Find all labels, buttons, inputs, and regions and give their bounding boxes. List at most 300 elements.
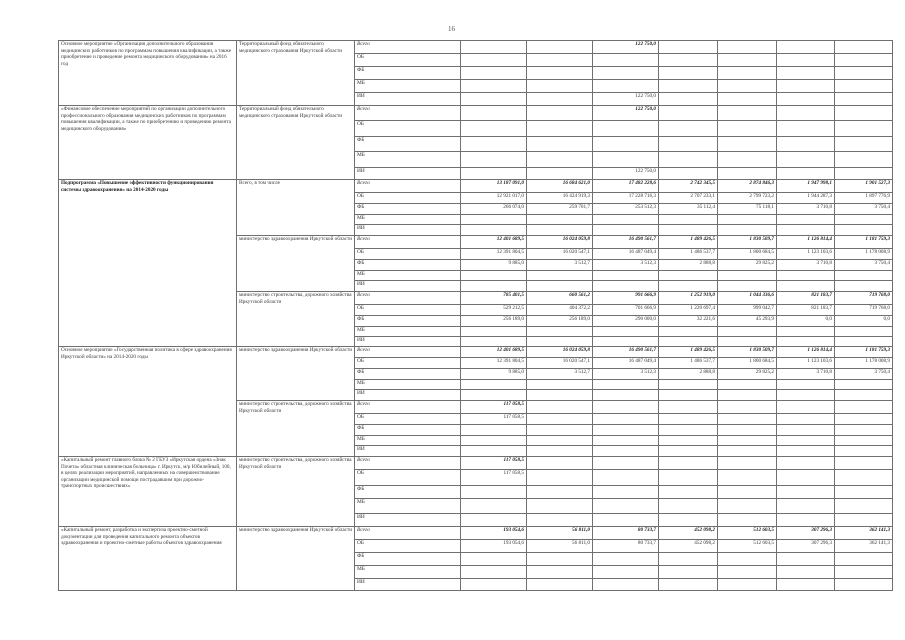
- funding-source-cell: ИИ: [355, 337, 461, 347]
- amount-cell: [718, 225, 777, 236]
- amount-cell: [777, 470, 835, 486]
- amount-cell: [835, 316, 893, 327]
- amount-cell: [777, 292, 835, 305]
- amount-cell: [593, 281, 659, 292]
- amount-cell: [659, 137, 718, 152]
- amount-cell: [659, 121, 718, 137]
- table-row: [59, 457, 893, 470]
- amount-value: 1 830 509,7: [749, 236, 774, 242]
- amount-cell: [461, 41, 527, 54]
- funding-source-cell: ФБ: [355, 204, 461, 215]
- amount-value: 1 897 776,9: [865, 193, 890, 199]
- amount-cell: [835, 271, 893, 281]
- amount-value: 256 189,0: [569, 316, 590, 322]
- amount-value: 12 391 804,5: [496, 249, 524, 255]
- amount-cell: [718, 93, 777, 106]
- funding-source-cell: Всего: [355, 401, 461, 414]
- amount-cell: [777, 369, 835, 380]
- amount-cell: [527, 425, 593, 436]
- amount-cell: [527, 369, 593, 380]
- amount-value: 1 800 684,5: [749, 358, 774, 364]
- amount-value: 529 212,5: [503, 305, 524, 311]
- amount-cell: [659, 566, 718, 579]
- amount-cell: [527, 358, 593, 369]
- amount-cell: [777, 380, 835, 390]
- amount-cell: [718, 271, 777, 281]
- amount-cell: [461, 305, 527, 316]
- amount-cell: [835, 380, 893, 390]
- amount-cell: [659, 152, 718, 168]
- amount-cell: [835, 236, 893, 249]
- amount-cell: [659, 414, 718, 425]
- amount-cell: [593, 305, 659, 316]
- amount-value: 16 424 919,3: [562, 193, 590, 199]
- amount-cell: [777, 579, 835, 591]
- amount-cell: [593, 193, 659, 204]
- amount-cell: [461, 249, 527, 260]
- amount-cell: [659, 67, 718, 80]
- amount-cell: [835, 152, 893, 168]
- amount-value: 12 401 689,5: [496, 347, 524, 353]
- amount-cell: [659, 249, 718, 260]
- measure-name-cell: «Капитальный ремонт, разработка и экспертиза проектно-сметной документации для проведения капитального ремонта объектов здравоохранения и проектно-сметные работы объектов здравоохранения: [59, 527, 237, 591]
- amount-cell: [659, 369, 718, 380]
- amount-cell: [461, 215, 527, 225]
- amount-cell: [835, 457, 893, 470]
- amount-cell: [835, 305, 893, 316]
- amount-cell: [461, 337, 527, 347]
- amount-cell: [718, 414, 777, 425]
- amount-value: 2 707 233,1: [690, 193, 715, 199]
- amount-value: 3 710,8: [816, 369, 832, 375]
- amount-cell: [835, 327, 893, 337]
- amount-cell: [659, 470, 718, 486]
- amount-value: 56 811,0: [572, 540, 590, 546]
- amount-cell: [527, 486, 593, 499]
- amount-value: 13 187 091,0: [496, 180, 524, 186]
- amount-cell: [461, 401, 527, 414]
- amount-cell: [777, 93, 835, 106]
- amount-cell: [527, 193, 593, 204]
- amount-cell: [659, 425, 718, 436]
- amount-cell: [718, 260, 777, 271]
- amount-cell: [593, 316, 659, 327]
- amount-cell: [718, 499, 777, 514]
- executor-cell: министерство строительства, дорожного хозяйства Иркутской области: [237, 401, 355, 457]
- amount-cell: [527, 436, 593, 446]
- amount-cell: [527, 327, 593, 337]
- amount-cell: [777, 67, 835, 80]
- amount-cell: [659, 204, 718, 215]
- funding-source-cell: МБ: [355, 566, 461, 579]
- amount-cell: [777, 260, 835, 271]
- amount-cell: [593, 436, 659, 446]
- amount-cell: [461, 316, 527, 327]
- amount-cell: [835, 425, 893, 436]
- funding-source-cell: ИИ: [355, 390, 461, 401]
- funding-source-cell: ФБ: [355, 425, 461, 436]
- amount-cell: [593, 137, 659, 152]
- amount-value: 821 183,7: [811, 292, 832, 298]
- amount-value: 1 181 759,3: [865, 236, 890, 242]
- amount-cell: [718, 305, 777, 316]
- amount-value: 3 512,3: [640, 369, 656, 375]
- amount-cell: [777, 414, 835, 425]
- amount-value: 1 123 103,6: [807, 249, 832, 255]
- amount-value: 259 701,7: [569, 204, 590, 210]
- amount-value: 991 666,9: [635, 292, 656, 298]
- amount-cell: [777, 180, 835, 193]
- amount-cell: [461, 180, 527, 193]
- amount-cell: [718, 486, 777, 499]
- amount-cell: [659, 225, 718, 236]
- amount-value: 1 181 759,3: [865, 347, 890, 353]
- amount-cell: [593, 540, 659, 553]
- amount-cell: [593, 470, 659, 486]
- amount-cell: [835, 67, 893, 80]
- amount-cell: [777, 401, 835, 414]
- amount-cell: [593, 180, 659, 193]
- funding-source-cell: ОБ: [355, 249, 461, 260]
- amount-value: 1 220 697,4: [690, 305, 715, 311]
- amount-cell: [461, 225, 527, 236]
- amount-cell: [659, 271, 718, 281]
- table-row: [59, 106, 893, 121]
- amount-cell: [461, 152, 527, 168]
- amount-cell: [461, 106, 527, 121]
- amount-cell: [593, 527, 659, 540]
- amount-value: 1 830 509,7: [749, 347, 774, 353]
- amount-cell: [659, 553, 718, 566]
- amount-cell: [777, 106, 835, 121]
- amount-cell: [835, 180, 893, 193]
- amount-value: 32 221,6: [696, 316, 715, 322]
- amount-cell: [835, 281, 893, 292]
- amount-value: 362 141,3: [869, 540, 890, 546]
- amount-cell: [461, 457, 527, 470]
- amount-cell: [659, 527, 718, 540]
- amount-cell: [461, 470, 527, 486]
- amount-value: 29 825,2: [755, 369, 774, 375]
- amount-cell: [461, 527, 527, 540]
- amount-cell: [659, 486, 718, 499]
- amount-value: 2 742 345,5: [690, 180, 715, 186]
- amount-value: 3 750,4: [874, 369, 890, 375]
- amount-cell: [659, 281, 718, 292]
- amount-cell: [659, 337, 718, 347]
- amount-cell: [718, 514, 777, 527]
- amount-value: 1 044 336,6: [749, 292, 774, 298]
- amount-cell: [593, 486, 659, 499]
- amount-cell: [777, 499, 835, 514]
- amount-cell: [461, 514, 527, 527]
- amount-cell: [777, 337, 835, 347]
- amount-cell: [527, 470, 593, 486]
- amount-cell: [461, 390, 527, 401]
- amount-cell: [718, 446, 777, 457]
- funding-source-cell: МБ: [355, 80, 461, 93]
- amount-cell: [593, 446, 659, 457]
- amount-value: 785 401,5: [503, 292, 524, 298]
- amount-cell: [835, 249, 893, 260]
- amount-cell: [718, 337, 777, 347]
- amount-cell: [527, 316, 593, 327]
- amount-cell: [718, 193, 777, 204]
- executor-cell: министерство здравоохранения Иркутской области: [237, 236, 355, 292]
- funding-source-cell: Всего: [355, 41, 461, 54]
- amount-cell: [593, 553, 659, 566]
- amount-cell: [527, 236, 593, 249]
- amount-cell: [777, 390, 835, 401]
- amount-cell: [593, 414, 659, 425]
- amount-cell: [461, 486, 527, 499]
- amount-cell: [835, 193, 893, 204]
- amount-value: 3 512,7: [574, 260, 590, 266]
- amount-cell: [835, 347, 893, 358]
- amount-cell: [527, 271, 593, 281]
- amount-value: 17 482 228,6: [628, 180, 656, 186]
- executor-cell: Территориальный фонд обязательного медицинского страхования Иркутской области: [237, 41, 355, 106]
- funding-source-cell: Всего: [355, 180, 461, 193]
- executor-cell: министерство строительства, дорожного хозяйства Иркутской области: [237, 292, 355, 347]
- amount-value: 512 603,5: [753, 540, 774, 546]
- amount-cell: [777, 41, 835, 54]
- amount-cell: [718, 137, 777, 152]
- amount-cell: [659, 579, 718, 591]
- amount-cell: [835, 499, 893, 514]
- amount-cell: [835, 121, 893, 137]
- amount-cell: [593, 236, 659, 249]
- amount-cell: [527, 553, 593, 566]
- amount-cell: [718, 369, 777, 380]
- amount-cell: [527, 54, 593, 67]
- amount-cell: [835, 80, 893, 93]
- amount-cell: [461, 347, 527, 358]
- amount-value: 2 874 846,3: [749, 180, 774, 186]
- executor-cell: министерство строительства, дорожного хозяйства Иркутской области: [237, 457, 355, 527]
- amount-cell: [527, 514, 593, 527]
- amount-value: 1 486 537,7: [690, 358, 715, 364]
- amount-cell: [777, 54, 835, 67]
- amount-cell: [527, 225, 593, 236]
- amount-cell: [659, 390, 718, 401]
- amount-cell: [777, 193, 835, 204]
- amount-value: 56 811,0: [572, 527, 590, 533]
- amount-cell: [461, 414, 527, 425]
- amount-cell: [659, 168, 718, 180]
- amount-cell: [777, 553, 835, 566]
- amount-cell: [593, 271, 659, 281]
- amount-cell: [718, 204, 777, 215]
- amount-cell: [777, 486, 835, 499]
- amount-value: 307 296,3: [811, 540, 832, 546]
- amount-cell: [835, 137, 893, 152]
- amount-value: 1 126 814,4: [807, 347, 832, 353]
- amount-cell: [527, 305, 593, 316]
- amount-cell: [659, 380, 718, 390]
- amount-cell: [659, 327, 718, 337]
- amount-cell: [659, 401, 718, 414]
- amount-cell: [593, 54, 659, 67]
- funding-source-cell: ОБ: [355, 470, 461, 486]
- amount-cell: [461, 499, 527, 514]
- amount-cell: [718, 566, 777, 579]
- amount-cell: [777, 204, 835, 215]
- amount-cell: [777, 358, 835, 369]
- amount-cell: [593, 369, 659, 380]
- amount-cell: [527, 401, 593, 414]
- amount-cell: [718, 527, 777, 540]
- funding-source-cell: Всего: [355, 527, 461, 540]
- funding-source-cell: Всего: [355, 457, 461, 470]
- funding-source-cell: МБ: [355, 215, 461, 225]
- amount-value: 16 684 621,0: [562, 180, 590, 186]
- amount-cell: [777, 80, 835, 93]
- amount-cell: [718, 380, 777, 390]
- amount-value: 266 074,0: [503, 204, 524, 210]
- amount-value: 1 126 814,4: [807, 236, 832, 242]
- amount-cell: [718, 41, 777, 54]
- amount-value: 701 666,9: [635, 305, 656, 311]
- amount-cell: [593, 514, 659, 527]
- amount-value: 117 058,5: [503, 401, 524, 407]
- amount-cell: [718, 281, 777, 292]
- amount-cell: [659, 499, 718, 514]
- amount-value: 1 800 684,5: [749, 249, 774, 255]
- funding-source-cell: ФБ: [355, 553, 461, 566]
- amount-cell: [527, 292, 593, 305]
- amount-cell: [835, 260, 893, 271]
- amount-cell: [835, 566, 893, 579]
- amount-cell: [527, 80, 593, 93]
- amount-cell: [718, 180, 777, 193]
- amount-cell: [461, 193, 527, 204]
- amount-value: 122 750,0: [635, 41, 656, 47]
- amount-value: 512 603,5: [753, 527, 774, 533]
- amount-value: 35 112,4: [697, 204, 715, 210]
- amount-cell: [835, 204, 893, 215]
- amount-value: 117 058,5: [503, 414, 524, 420]
- amount-value: 1 252 919,0: [690, 292, 715, 298]
- budget-table: [58, 40, 893, 591]
- amount-value: 1 947 998,1: [807, 180, 832, 186]
- amount-value: 1 123 103,6: [807, 358, 832, 364]
- executor-cell: Территориальный фонд обязательного медицинского страхования Иркутской области: [237, 106, 355, 180]
- amount-cell: [718, 457, 777, 470]
- amount-value: 1 489 426,5: [690, 236, 715, 242]
- amount-cell: [593, 579, 659, 591]
- amount-cell: [835, 168, 893, 180]
- funding-source-cell: ФБ: [355, 316, 461, 327]
- amount-value: 16 024 059,8: [562, 236, 590, 242]
- funding-source-cell: ОБ: [355, 305, 461, 316]
- amount-value: 3 512,3: [640, 260, 656, 266]
- amount-value: 122 750,0: [635, 93, 656, 99]
- amount-value: 29 825,2: [755, 260, 774, 266]
- amount-cell: [527, 380, 593, 390]
- amount-cell: [718, 67, 777, 80]
- funding-source-cell: ОБ: [355, 54, 461, 67]
- page-number: 16: [448, 25, 455, 33]
- amount-value: 362 141,3: [869, 527, 890, 533]
- amount-cell: [718, 152, 777, 168]
- amount-cell: [461, 236, 527, 249]
- table-row: [59, 347, 893, 358]
- amount-cell: [718, 425, 777, 436]
- amount-cell: [593, 168, 659, 180]
- amount-value: 2 888,8: [699, 260, 715, 266]
- funding-source-cell: ИИ: [355, 168, 461, 180]
- amount-cell: [718, 401, 777, 414]
- amount-cell: [527, 566, 593, 579]
- amount-cell: [461, 260, 527, 271]
- amount-value: 3 512,7: [574, 369, 590, 375]
- amount-cell: [659, 54, 718, 67]
- amount-cell: [659, 457, 718, 470]
- amount-cell: [777, 316, 835, 327]
- amount-cell: [777, 527, 835, 540]
- amount-value: 1 486 537,7: [690, 249, 715, 255]
- amount-cell: [777, 457, 835, 470]
- funding-source-cell: ФБ: [355, 260, 461, 271]
- funding-source-cell: МБ: [355, 380, 461, 390]
- amount-cell: [718, 316, 777, 327]
- amount-cell: [659, 193, 718, 204]
- amount-cell: [659, 236, 718, 249]
- amount-value: 3 750,4: [874, 204, 890, 210]
- amount-cell: [718, 553, 777, 566]
- table-body: [59, 41, 893, 591]
- measure-name-cell: Подпрограмма «Повышение эффективности функционирования системы здравоохранения» на 2014-2020 годы: [59, 180, 237, 347]
- amount-cell: [659, 514, 718, 527]
- amount-cell: [659, 106, 718, 121]
- amount-cell: [777, 281, 835, 292]
- measure-name-cell: Основное мероприятие «Организация дополнительного образования медицинских работников по программам повышения квалификации, а также приобретение и проведение ремонта медицинского оборудования» на 2016 год: [59, 41, 237, 106]
- amount-cell: [659, 316, 718, 327]
- funding-source-cell: МБ: [355, 436, 461, 446]
- amount-value: 16 490 561,7: [628, 236, 656, 242]
- amount-value: 16 020 547,1: [562, 249, 590, 255]
- amount-cell: [593, 292, 659, 305]
- amount-cell: [461, 566, 527, 579]
- amount-value: 193 054,6: [503, 527, 524, 533]
- amount-cell: [593, 121, 659, 137]
- amount-cell: [835, 527, 893, 540]
- amount-value: 1 901 527,3: [865, 180, 890, 186]
- amount-cell: [835, 215, 893, 225]
- amount-cell: [593, 152, 659, 168]
- amount-cell: [461, 369, 527, 380]
- amount-cell: [461, 579, 527, 591]
- measure-name-cell: «Капитальный ремонт главного блока № 2 ГБУЗ «Иркутская ордена «Знак Почета» областная клиническая больница» г. Иркутск, м/р Юбилейный, 100, в целях реализации мероприятий, направленных на совершенствование организации медицинской помощи пострадавшим при дорожно-транспортных происшествиях»: [59, 457, 237, 527]
- amount-cell: [461, 67, 527, 80]
- funding-source-cell: ФБ: [355, 369, 461, 380]
- funding-source-cell: МБ: [355, 327, 461, 337]
- amount-value: 16 487 049,4: [628, 358, 656, 364]
- measure-name-cell: «Финансовое обеспечение мероприятий по организации дополнительного профессионального образования медицинских работников по программам повышения квалификации, а также по приобретению и проведению ремонта медицинского оборудования»: [59, 106, 237, 180]
- amount-cell: [461, 271, 527, 281]
- funding-source-cell: ИИ: [355, 281, 461, 292]
- funding-source-cell: МБ: [355, 271, 461, 281]
- amount-cell: [835, 54, 893, 67]
- amount-value: 122 750,0: [635, 168, 656, 174]
- funding-source-cell: Всего: [355, 106, 461, 121]
- amount-cell: [593, 249, 659, 260]
- amount-cell: [718, 236, 777, 249]
- amount-cell: [593, 380, 659, 390]
- amount-value: 9 885,0: [508, 260, 524, 266]
- amount-cell: [718, 168, 777, 180]
